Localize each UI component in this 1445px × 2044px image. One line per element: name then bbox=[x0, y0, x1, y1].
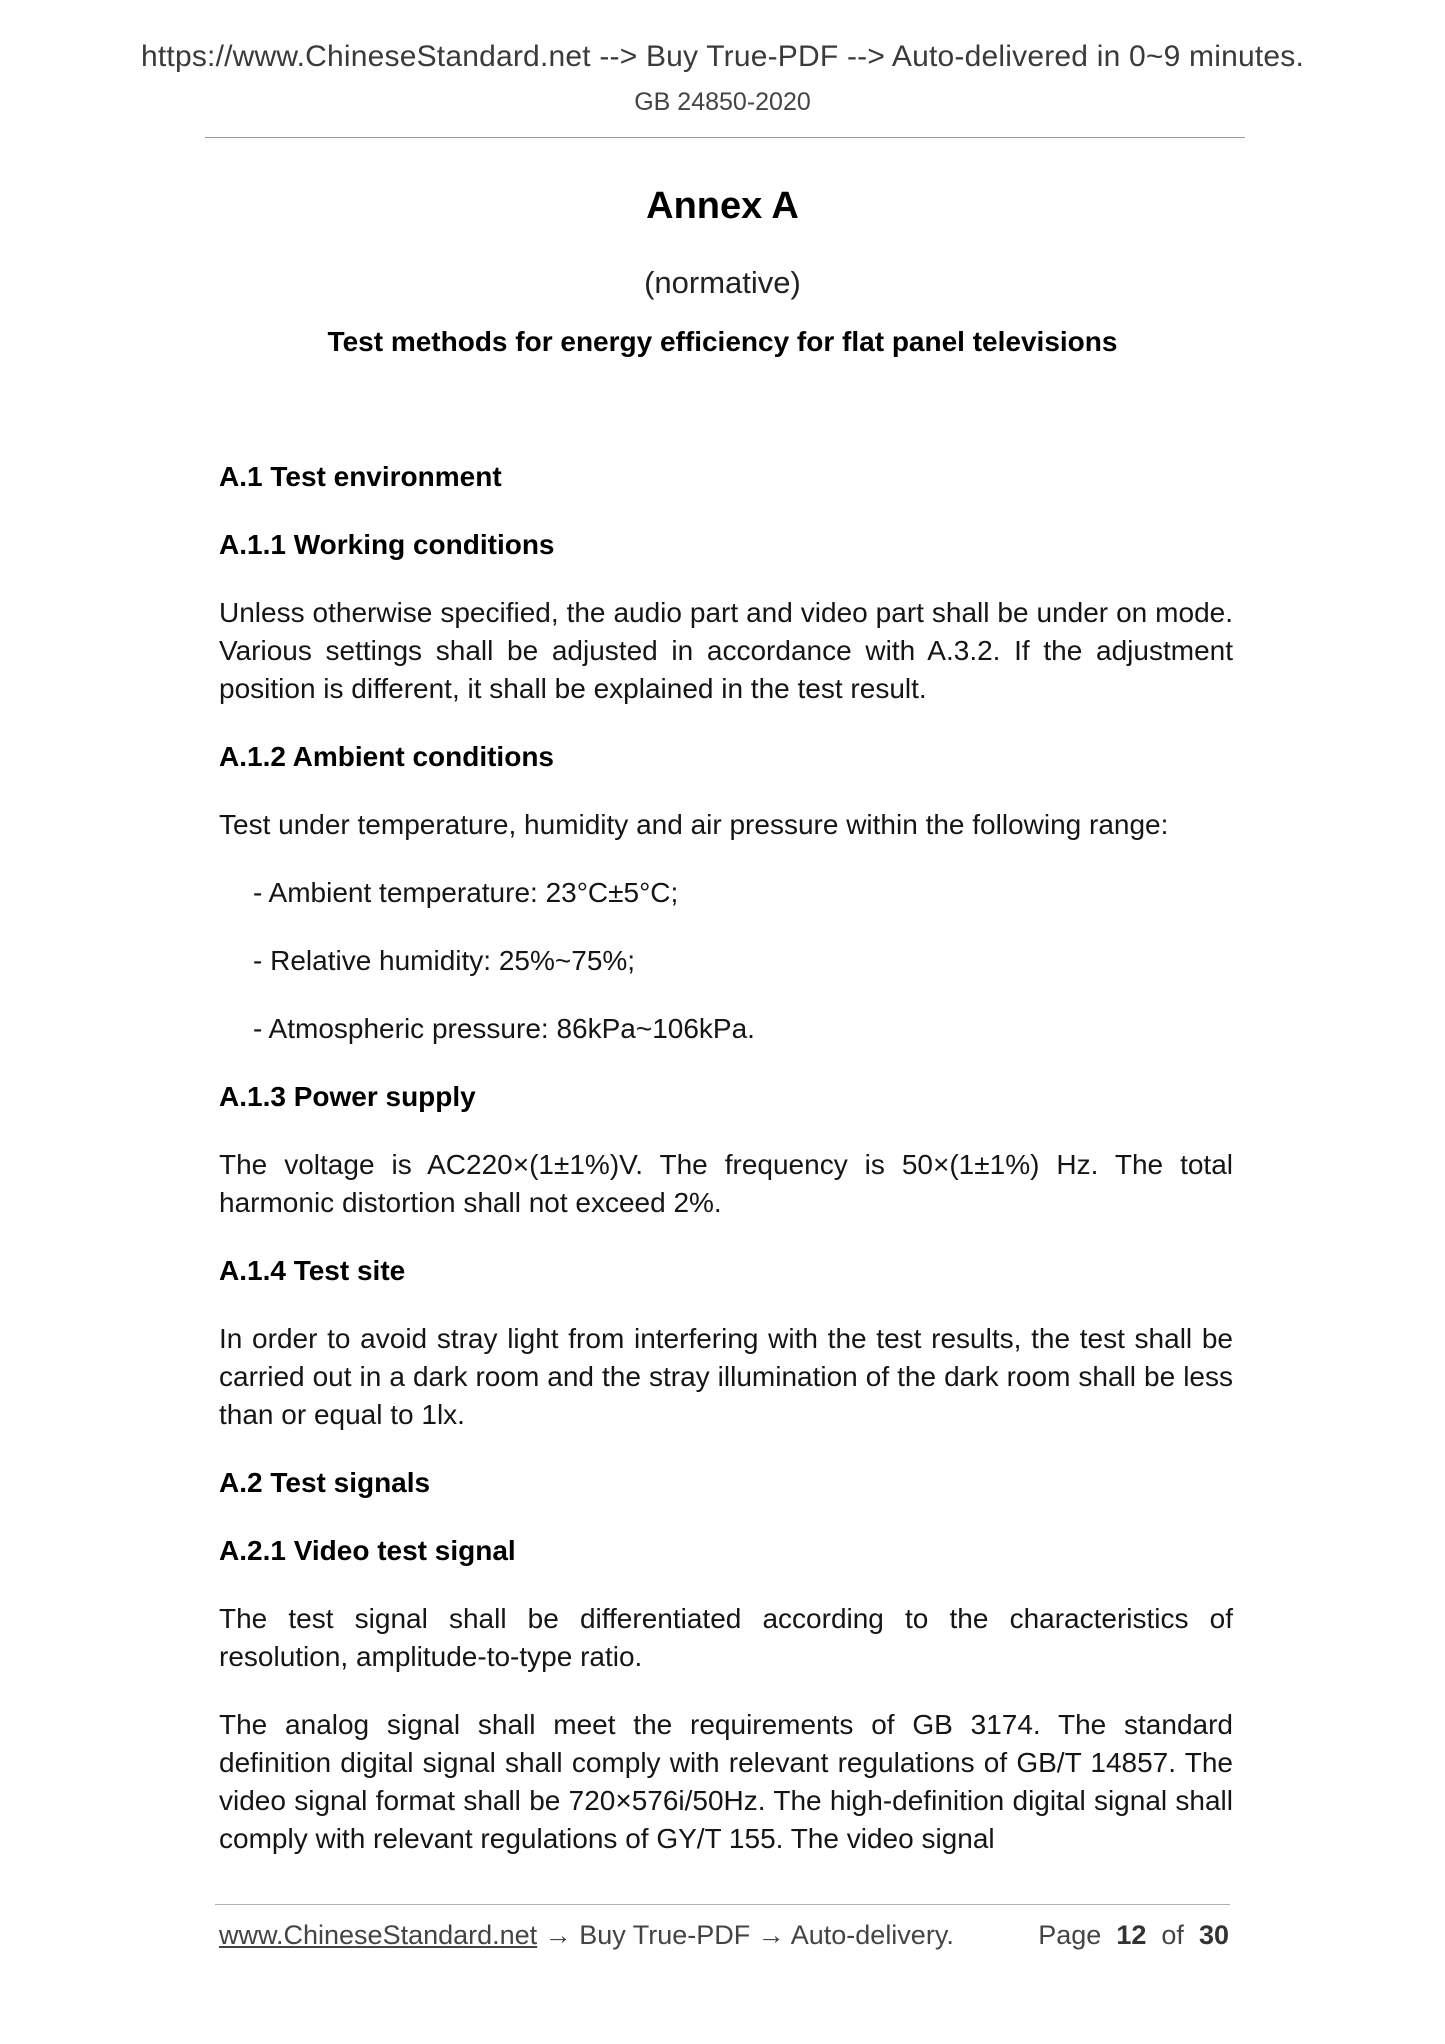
annex-title: Annex A bbox=[646, 185, 799, 227]
paragraph-a2-1-a: The test signal shall be differentiated according to the characteristics of resolution, amplitude-to-type ratio. bbox=[219, 1603, 1233, 1672]
page-current: 12 bbox=[1116, 1920, 1147, 1950]
list-item: - Relative humidity: 25%~75%; bbox=[253, 945, 636, 976]
paragraph-a1-3: The voltage is AC220×(1±1%)V. The frequency is 50×(1±1%) Hz. The total harmonic distortion shall not exceed 2%. bbox=[219, 1149, 1233, 1218]
paragraph-a1-4: In order to avoid stray light from interfering with the test results, the test shall be carried out in a dark room and the stray illumination of the dark room shall be less than or equal to 1lx. bbox=[219, 1323, 1233, 1430]
page-number bbox=[1038, 1920, 1229, 1951]
section-heading-a1-2: A.1.2 Ambient conditions bbox=[219, 741, 554, 772]
footer-tail-text: → Buy True-PDF → Auto-delivery. bbox=[537, 1920, 954, 1950]
section-heading-a2: A.2 Test signals bbox=[219, 1467, 431, 1498]
annex-type: (normative) bbox=[644, 265, 801, 300]
section-heading-a1: A.1 Test environment bbox=[219, 461, 502, 492]
section-heading-a1-4: A.1.4 Test site bbox=[219, 1255, 406, 1286]
section-heading-a1-3: A.1.3 Power supply bbox=[219, 1081, 476, 1112]
paragraph-a2-1-b: The analog signal shall meet the requirements of GB 3174. The standard definition digital signal shall comply with relevant regulations of GB/T 14857. The video signal format shall be 720×576i/50Hz. The high-definition digital signal shall comply with relevant regulations of GY/T 155. The video signal bbox=[219, 1709, 1233, 1854]
footer-divider bbox=[215, 1904, 1230, 1905]
annex-subtitle: Test methods for energy efficiency for flat panel televisions bbox=[327, 326, 1118, 357]
list-item: - Atmospheric pressure: 86kPa~106kPa. bbox=[253, 1013, 755, 1044]
top-banner: https://www.ChineseStandard.net --> Buy True-PDF --> Auto-delivered in 0~9 minutes. bbox=[141, 40, 1304, 73]
document-code: GB 24850-2020 bbox=[634, 88, 811, 116]
section-heading-a2-1: A.2.1 Video test signal bbox=[219, 1535, 516, 1566]
page-label: Page bbox=[1038, 1920, 1102, 1950]
section-heading-a1-1: A.1.1 Working conditions bbox=[219, 529, 555, 560]
page-total: 30 bbox=[1198, 1920, 1229, 1950]
page-footer bbox=[219, 1920, 1229, 1960]
page-of: of bbox=[1161, 1920, 1184, 1950]
document-body bbox=[219, 458, 1233, 1888]
paragraph-a1-1: Unless otherwise specified, the audio part and video part shall be under on mode. Various settings shall be adjusted in accordance with A.3.2. If the adjustment position is different, it shall be explained in the test result. bbox=[219, 597, 1233, 704]
header-divider bbox=[205, 137, 1245, 138]
footer-site-link[interactable]: www.ChineseStandard.net bbox=[219, 1920, 538, 1950]
footer-note bbox=[219, 1920, 954, 1951]
list-item: - Ambient temperature: 23°C±5°C; bbox=[253, 877, 679, 908]
paragraph-a1-2: Test under temperature, humidity and air pressure within the following range: bbox=[219, 809, 1169, 840]
